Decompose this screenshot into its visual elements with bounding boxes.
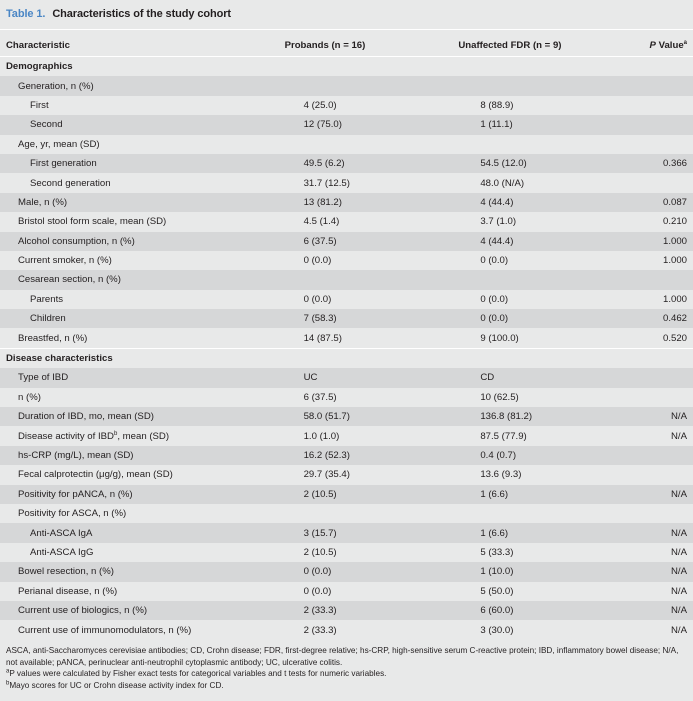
probands-value [245,274,304,285]
probands-value: 2 (10.5) [303,546,337,558]
fdr-value [448,81,480,92]
row-label: Disease activity of IBD$^b$, mean (SD) [18,430,170,442]
fdr-value [448,274,480,285]
probands-value: 4 (25.0) [303,99,337,111]
row-label: Children [30,313,66,325]
row-label: Perianal disease, n (%) [18,585,118,597]
p-value: N/A [671,624,687,636]
probands-value [245,81,304,92]
probands-value: 0 (0.0) [303,585,332,597]
table-row [0,309,693,328]
table-row [0,96,693,115]
fdr-value: 136.8 (81.2) [480,411,533,423]
p-value: N/A [671,546,687,558]
probands-value: 58.0 (51.7) [303,411,350,423]
table-row [0,212,693,231]
section-row [0,348,693,368]
p-value [617,76,693,95]
p-value: N/A [617,407,693,426]
fdr-value: 0 (0.0) [480,255,509,267]
row-label: Alcohol consumption, n (%) [18,235,135,247]
table-row [0,465,693,484]
fdr-value: 0 (0.0) [480,313,509,325]
fdr-value: 0 (0.0) [480,293,509,305]
p-value [617,368,693,387]
table-row [0,251,693,270]
probands-value: 31.7 (12.5) [303,177,350,189]
row-label: First [30,99,49,111]
p-value: 0.462 [617,309,693,328]
fdr-value: CD [480,372,495,384]
p-value [617,135,693,154]
header-probands: Probands (n = 16) [284,39,366,51]
row-label: Current smoker, n (%) [18,255,112,267]
probands-value: 7 (58.3) [303,313,337,325]
fdr-value [448,508,480,519]
probands-value: 49.5 (6.2) [303,158,345,170]
table-row [0,504,693,523]
fdr-value: 54.5 (12.0) [480,158,527,170]
p-value [617,270,693,289]
fdr-value: 5 (33.3) [480,546,514,558]
probands-value: 0 (0.0) [303,293,332,305]
fdr-value: 3.7 (1.0) [480,216,517,228]
fdr-value: 1 (6.6) [480,527,509,539]
probands-value [245,508,304,519]
p-value: 1.000 [662,293,687,305]
fdr-value: 0.4 (0.7) [480,450,517,461]
row-label: Age, yr, mean (SD) [18,138,100,150]
table-row [0,115,693,134]
row-label: Fecal calprotectin (μg/g), mean (SD) [18,469,173,481]
table-header-row [0,34,693,57]
probands-value: 2 (33.3) [303,624,337,636]
p-value: 0.366 [617,154,693,173]
fdr-value: 3 (30.0) [480,624,514,636]
probands-value: 12 (75.0) [303,119,342,131]
table-row [0,446,693,465]
row-label: Generation, n (%) [18,80,94,92]
header-characteristic: Characteristic [6,39,70,51]
p-value: N/A [617,523,693,542]
table-row [0,582,693,601]
table-row [0,426,693,445]
table-row [0,270,693,289]
row-label: n (%) [18,391,41,403]
table-row [0,543,693,562]
p-value: N/A [617,601,693,620]
row-label: Second [30,119,63,131]
section-row [0,57,693,77]
row-label: Anti-ASCA IgA [30,527,93,539]
fdr-value: 9 (100.0) [480,332,519,344]
row-label: Male, n (%) [18,196,68,208]
fdr-value: 1 (11.1) [480,119,513,131]
p-value: N/A [617,485,693,504]
fdr-value [448,139,480,150]
probands-value: 29.7 (35.4) [303,469,350,481]
table-row [0,135,693,154]
fdr-value: 87.5 (77.9) [480,430,527,442]
p-value: N/A [617,562,693,581]
probands-value [245,139,304,150]
p-value: 0.520 [662,332,687,344]
table-row [0,601,693,620]
fdr-value: 1 (6.6) [480,488,509,500]
row-label: Bristol stool form scale, mean (SD) [18,216,167,228]
probands-value: 0 (0.0) [303,255,332,267]
caption-divider [0,29,693,30]
table-row [0,388,693,407]
p-value [617,115,693,134]
table-row [0,523,693,542]
table-caption [6,8,231,20]
probands-value: 3 (15.7) [303,527,337,539]
p-value: 1.000 [617,232,693,251]
header-pvalue: P Value$^a$ [617,34,693,57]
table-row [0,76,693,95]
table-footnotes [6,645,688,691]
fdr-value: 4 (44.4) [480,196,514,208]
table-row [0,173,693,192]
p-value [617,96,693,115]
fdr-value: 1 (10.0) [480,566,514,578]
row-label: Positivity for ASCA, n (%) [18,508,127,520]
table-row [0,485,693,504]
row-label: Second generation [30,177,111,189]
row-label: Breastfed, n (%) [18,332,88,344]
probands-value: 2 (10.5) [303,488,337,500]
p-value: 0.210 [662,216,687,228]
probands-value: 2 (33.3) [303,605,337,617]
table-title: Characteristics of the study cohort [52,8,231,20]
table-row [0,193,693,212]
fdr-value: 13.6 (9.3) [480,469,522,481]
p-value [617,504,693,523]
table-row [0,232,693,251]
table-row [0,328,693,348]
p-value: N/A [671,585,687,597]
probands-value: 0 (0.0) [303,566,332,578]
footnote-abbreviations: ASCA, anti-Saccharomyces cerevisiae antibodies; CD, Crohn disease; FDR, first-degree relative; hs-CRP, high-sensitive serum C-reactive protein; IBD, inflammatory bowel disease; N/A, not available; pANCA, perinuclear anti-neutrophil cytoplasmic antibody; UC, ulcerative colitis. [6,646,679,667]
p-value [617,173,693,192]
row-label: Positivity for pANCA, n (%) [18,488,133,500]
fdr-value: 4 (44.4) [480,235,514,247]
p-value [617,388,693,407]
probands-value: 4.5 (1.4) [303,216,340,228]
table-row [0,290,693,309]
row-label: Duration of IBD, mo, mean (SD) [18,411,154,423]
table-label: Table 1. [6,8,46,20]
cohort-table [0,34,693,640]
section-label: Demographics [6,61,73,73]
row-label: Current use of immunomodulators, n (%) [18,624,192,636]
header-fdr: Unaffected FDR (n = 9) [458,39,562,51]
fdr-value: 8 (88.9) [480,99,514,111]
p-value [617,446,693,465]
footnote-b: $^b$Mayo scores for UC or Crohn disease activity index for CD. [6,679,224,690]
probands-value: 13 (81.2) [303,196,342,208]
probands-value: 6 (37.5) [303,235,337,247]
p-value: 1.000 [662,255,687,267]
row-label: Cesarean section, n (%) [18,274,121,286]
row-label: Bowel resection, n (%) [18,566,114,578]
probands-value: 16.2 (52.3) [303,450,350,461]
row-label: Parents [30,293,64,305]
fdr-value: 48.0 (N/A) [480,177,525,189]
probands-value: UC [303,372,318,384]
row-label: First generation [30,158,97,170]
probands-value: 1.0 (1.0) [303,430,340,442]
probands-value: 6 (37.5) [303,391,337,403]
p-value: 0.087 [617,193,693,212]
table-row [0,154,693,173]
row-label: Current use of biologics, n (%) [18,605,148,617]
footnote-a: $^a$P values were calculated by Fisher exact tests for categorical variables and t tests for numeric variables. [6,668,387,678]
table-row [0,562,693,581]
fdr-value: 6 (60.0) [480,605,514,617]
row-label: Anti-ASCA IgG [30,546,94,558]
fdr-value: 10 (62.5) [480,391,519,403]
section-label: Disease characteristics [6,353,113,365]
row-label: hs-CRP (mg/L), mean (SD) [18,450,134,461]
p-value [617,465,693,484]
fdr-value: 5 (50.0) [480,585,514,597]
row-label: Type of IBD [18,372,69,384]
probands-value: 14 (87.5) [303,332,342,344]
table-row [0,407,693,426]
table-row [0,368,693,387]
table-row [0,620,693,639]
p-value: N/A [671,430,687,442]
